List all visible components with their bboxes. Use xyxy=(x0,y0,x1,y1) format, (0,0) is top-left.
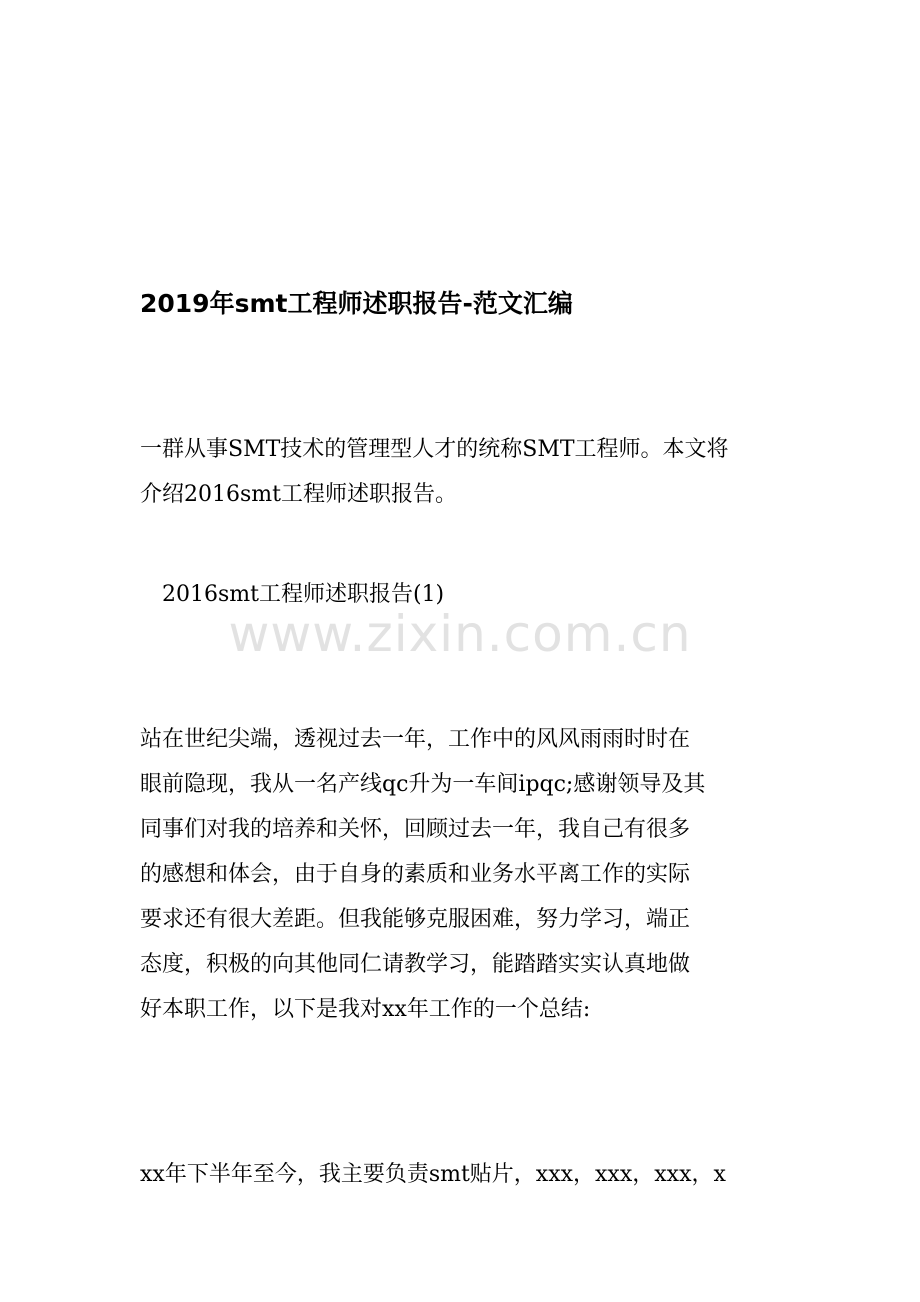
body-paragraph-2 xyxy=(140,1152,780,1197)
body-line: 同事们对我的培养和关怀，回顾过去一年，我自己有很多 xyxy=(140,817,691,842)
body-line: 要求还有很大差距。但我能够克服困难，努力学习，端正 xyxy=(140,907,691,932)
body-line: 眼前隐现，我从一名产线qc升为一车间ipqc;感谢领导及其 xyxy=(140,772,706,797)
section-subheading: 2016smt工程师述职报告(1) xyxy=(162,582,445,607)
intro-line: 介绍2016smt工程师述职报告。 xyxy=(140,482,457,507)
body-line: xx年下半年至今，我主要负责smt贴片，xxx，xxx，xxx，x xyxy=(140,1162,726,1187)
intro-paragraph xyxy=(140,427,780,517)
body-paragraph xyxy=(140,717,780,1032)
body-line: 的感想和体会，由于自身的素质和业务水平离工作的实际 xyxy=(140,862,691,887)
watermark: www.zixin.com.cn xyxy=(228,605,692,663)
body-line: 好本职工作，以下是我对xx年工作的一个总结: xyxy=(140,997,591,1022)
intro-line: 一群从事SMT技术的管理型人才的统称SMT工程师。本文将 xyxy=(140,437,729,462)
document-title: 2019年smt工程师述职报告-范文汇编 xyxy=(140,289,573,318)
body-line: 态度，积极的向其他同仁请教学习，能踏踏实实认真地做 xyxy=(140,952,691,977)
body-line: 站在世纪尖端，透视过去一年，工作中的风风雨雨时时在 xyxy=(140,727,691,752)
